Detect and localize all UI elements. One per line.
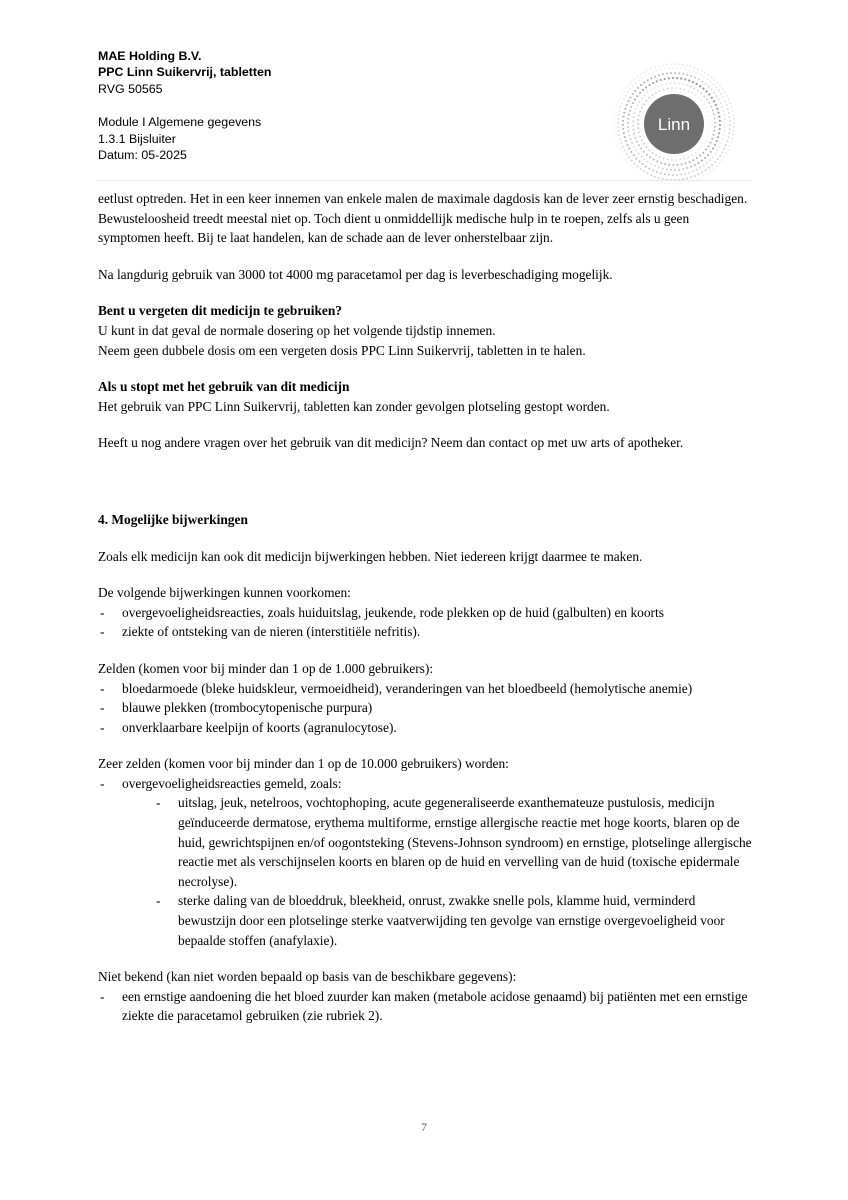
logo-wordmark: Linn xyxy=(657,115,691,134)
very-rare-effects-intro: Zeer zelden (komen voor bij minder dan 1 op de 10.000 gebruikers) worden: xyxy=(98,756,509,772)
very-rare-effects-list xyxy=(98,774,753,950)
list-item-text: overgevoeligheidsreacties, zoals huiduitslag, jeukende, rode plekken op de huid (galbulten) en koorts xyxy=(122,604,664,620)
section-4-heading: 4. Mogelijke bijwerkingen xyxy=(98,511,248,527)
company-name: MAE Holding B.V. xyxy=(98,49,202,63)
header-separator-rule xyxy=(96,180,752,181)
unknown-effects-list xyxy=(98,987,753,1026)
section-4-intro: Zoals elk medicijn kan ook dit medicijn bijwerkingen hebben. Niet iedereen krijgt daarmee te maken. xyxy=(98,548,643,564)
list-item-text: bloedarmoede (bleke huidskleur, vermoeidheid), veranderingen van het bloedbeeld (hemolytische anemie) xyxy=(122,680,693,696)
list-item-text: ziekte of ontsteking van de nieren (interstitiële nefritis). xyxy=(122,624,421,640)
dash-marker-icon: - xyxy=(100,700,105,716)
sub-list-item-text: sterke daling van de bloeddruk, bleekheid, onrust, zwakke snelle pols, klamme huid, verminderd bewustzijn door een plotselinge sterke vaatverwijding ten gevolge van ernstige overgevoeligheid voor bepaalde stoffen (anafylaxie). xyxy=(178,893,725,948)
list-item xyxy=(98,698,753,718)
list-item xyxy=(98,774,753,950)
questions-paragraph: Heeft u nog andere vragen over het gebruik van dit medicijn? Neem dan contact op met uw arts of apotheker. xyxy=(98,435,684,451)
dash-marker-icon: - xyxy=(100,624,105,640)
common-effects-intro: De volgende bijwerkingen kunnen voorkomen: xyxy=(98,585,351,601)
forgot-dose-line-1: U kunt in dat geval de normale dosering op het volgende tijdstip innemen. xyxy=(98,322,496,338)
list-item-text: een ernstige aandoening die het bloed zuurder kan maken (metabole acidose genaamd) bij patiënten met een ernstige ziekte die paracetamol gebruiken (zie rubriek 2). xyxy=(122,988,748,1024)
dash-marker-icon: - xyxy=(100,775,105,791)
forgot-dose-heading: Bent u vergeten dit medicijn te gebruiken? xyxy=(98,303,342,319)
stop-use-heading: Als u stopt met het gebruik van dit medicijn xyxy=(98,379,350,395)
rare-effects-list xyxy=(98,679,753,738)
very-rare-sub-list xyxy=(122,793,753,950)
document-body xyxy=(98,189,753,1026)
dash-marker-icon: - xyxy=(100,988,105,1004)
dash-marker-icon: - xyxy=(156,893,161,909)
list-item xyxy=(98,718,753,738)
list-item xyxy=(98,603,753,623)
list-item-text: overgevoeligheidsreacties gemeld, zoals: xyxy=(122,775,342,791)
page-footer xyxy=(0,1120,848,1135)
stop-use-line-1: Het gebruik van PPC Linn Suikervrij, tabletten kan zonder gevolgen plotseling gestopt worden. xyxy=(98,398,610,414)
section-spacer xyxy=(98,470,753,510)
unknown-effects-intro: Niet bekend (kan niet worden bepaald op basis van de beschikbare gegevens): xyxy=(98,969,517,985)
intro-paragraph: eetlust optreden. Het in een keer innemen van enkele malen de maximale dagdosis kan de lever zeer ernstig beschadigen. Bewusteloosheid treedt meestal niet op. Toch dient u onmiddellijk medische hulp in te roepen, zelfs als u geen symptomen heeft. Bij te laat handelen, kan de schade aan de lever onherstelbaar zijn. xyxy=(98,191,748,246)
dash-marker-icon: - xyxy=(100,719,105,735)
common-effects-list xyxy=(98,603,753,642)
list-item xyxy=(98,987,753,1026)
sub-list-item xyxy=(154,793,753,891)
document-date: Datum: 05-2025 xyxy=(98,148,187,163)
long-use-paragraph: Na langdurig gebruik van 3000 tot 4000 mg paracetamol per dag is leverbeschadiging mogelijk. xyxy=(98,266,613,282)
section-label: 1.3.1 Bijsluiter xyxy=(98,131,176,146)
list-item-text: blauwe plekken (trombocytopenische purpura) xyxy=(122,700,373,716)
linn-logo xyxy=(612,62,736,186)
sub-list-item-text: uitslag, jeuk, netelroos, vochtophoping, acute gegeneraliseerde exanthemateuze pustulosis, medicijn geïnduceerde dermatose, erythema multiforme, ernstige allergische reactie met hoge koorts, blaren op de huid, gewrichtspijnen en/of oogontsteking (Stevens-Johnson syndroom) en ernstige, plotselinge allergische reactie met als verschijnselen koorts en blaren op de huid en vervelling van de huid (toxische epidermale necrolyse). xyxy=(178,795,752,889)
dash-marker-icon: - xyxy=(100,680,105,696)
page-number: 7 xyxy=(421,1120,427,1134)
dash-marker-icon: - xyxy=(100,604,105,620)
sub-list-item xyxy=(154,891,753,950)
product-name: PPC Linn Suikervrij, tabletten xyxy=(98,65,272,80)
module-label: Module I Algemene gegevens xyxy=(98,115,262,130)
forgot-dose-line-2: Neem geen dubbele dosis om een vergeten dosis PPC Linn Suikervrij, tabletten in te halen. xyxy=(98,342,586,358)
list-item xyxy=(98,622,753,642)
dash-marker-icon: - xyxy=(156,795,161,811)
registration-number: RVG 50565 xyxy=(98,81,163,96)
rare-effects-intro: Zelden (komen voor bij minder dan 1 op de 1.000 gebruikers): xyxy=(98,660,434,676)
list-item xyxy=(98,679,753,699)
list-item-text: onverklaarbare keelpijn of koorts (agranulocytose). xyxy=(122,719,397,735)
